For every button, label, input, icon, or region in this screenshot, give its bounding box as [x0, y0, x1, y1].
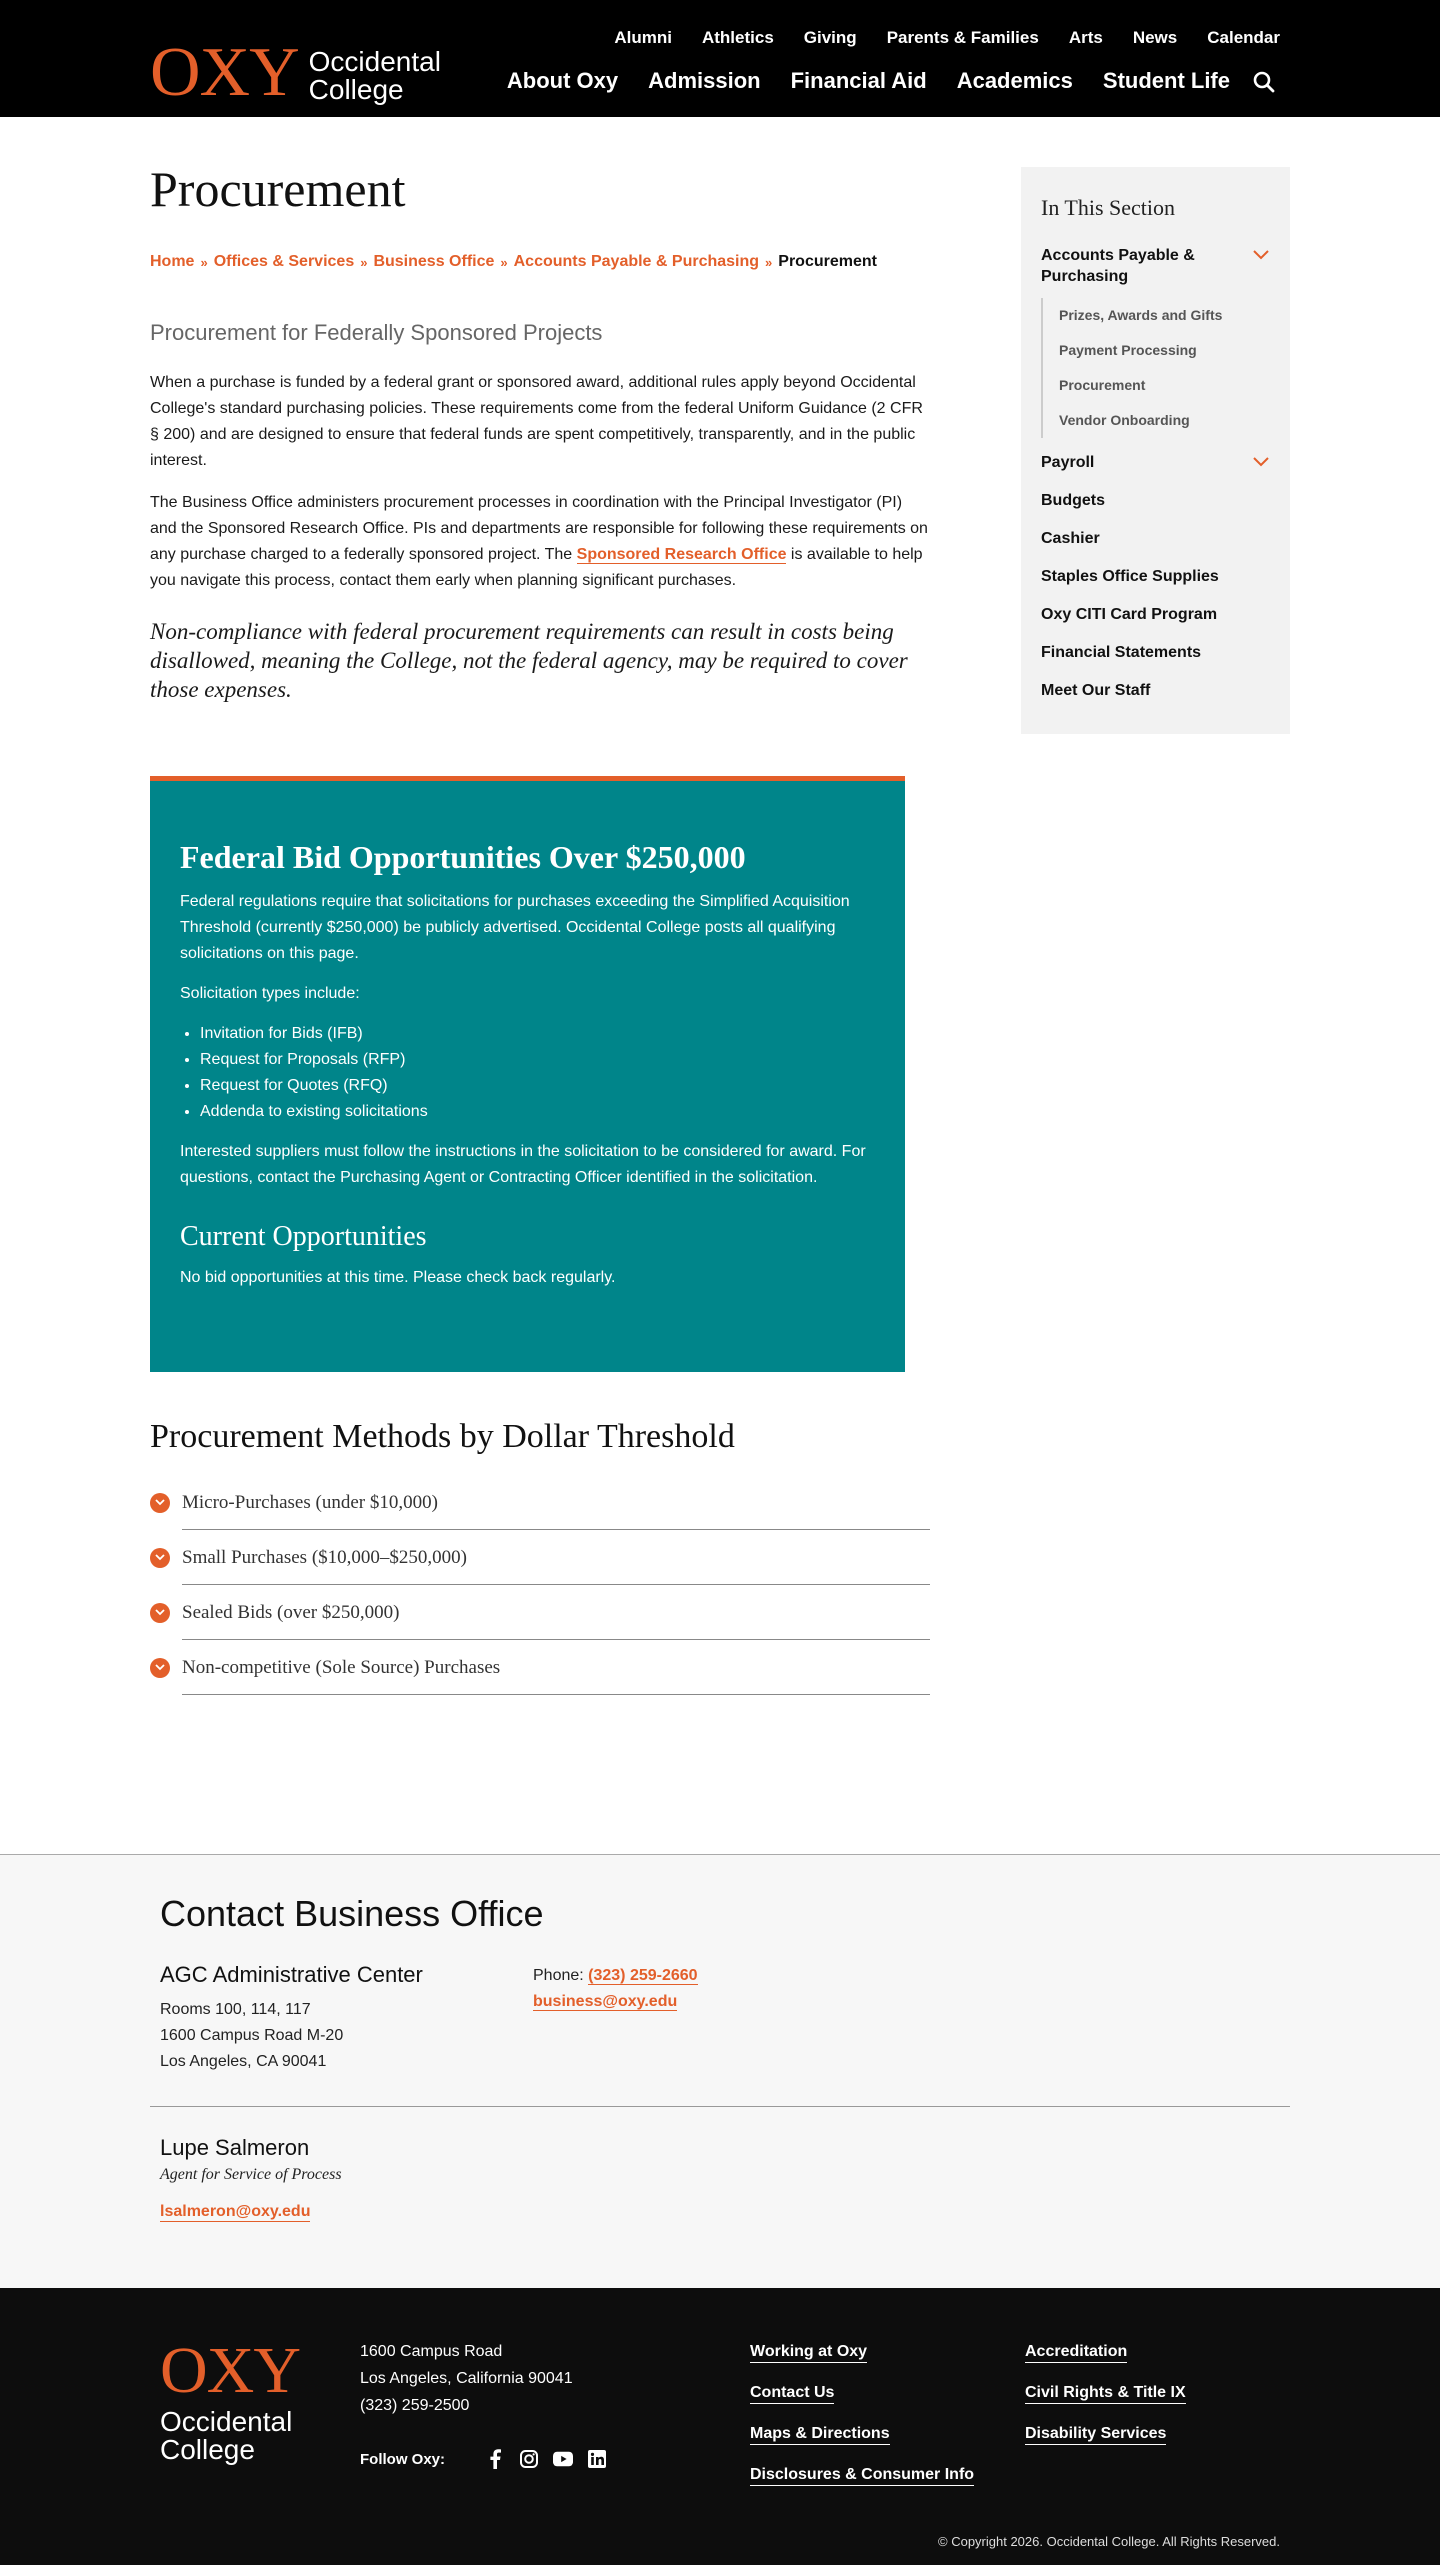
chevron-down-icon [150, 1603, 170, 1623]
phone-label: Phone: [533, 1967, 589, 1984]
center-name: AGC Administrative Center [160, 1962, 423, 1987]
footer-logo-college-line1: Occidental [160, 2406, 293, 2437]
utility-nav-parents-families[interactable]: Parents & Families [886, 28, 1039, 47]
breadcrumb-separator-icon: » [360, 254, 368, 270]
sidebar-subitem-payment-processing[interactable]: Payment Processing [1059, 342, 1197, 358]
bid-box-text-3: Interested suppliers must follow the instructions in the solicitation to be considered for award. For questions, contact the Purchasing Agent or Contracting Officer identified in the solicitation. [180, 1143, 866, 1186]
bid-box-text-2: Solicitation types include: [180, 985, 360, 1002]
sponsored-research-office-link[interactable]: Sponsored Research Office [576, 546, 787, 563]
main-nav-admission[interactable]: Admission [648, 68, 761, 93]
contact-phone-email [533, 1963, 698, 2015]
footer-logo-college [160, 2408, 300, 2464]
main-nav-financial-aid[interactable]: Financial Aid [790, 68, 927, 93]
person-name: Lupe Salmeron [160, 2135, 310, 2160]
sidebar-item-label: Staples Office Supplies [1041, 568, 1219, 585]
accordion-item-micro-purchases[interactable] [150, 1475, 930, 1530]
sidebar-item-staples[interactable] [1041, 566, 1270, 587]
logo-oxy-text: OXY [150, 34, 299, 111]
sidebar-subitem-procurement[interactable]: Procurement [1059, 377, 1146, 393]
accordion-label: Sealed Bids (over $250,000) [182, 1601, 400, 1623]
sidebar-item-cashier[interactable] [1041, 528, 1270, 549]
phone-link[interactable]: (323) 259-2660 [588, 1967, 698, 1984]
email-link[interactable]: business@oxy.edu [533, 1993, 678, 2010]
address-line: Los Angeles, CA 90041 [160, 2053, 327, 2070]
divider [182, 1694, 930, 1695]
utility-nav-alumni[interactable]: Alumni [614, 28, 672, 47]
footer-link-civil-rights[interactable]: Civil Rights & Title IX [1025, 2383, 1186, 2404]
sidebar-item-label: Meet Our Staff [1041, 682, 1151, 699]
section-sidebar [1021, 167, 1290, 734]
youtube-icon[interactable] [553, 2449, 573, 2469]
current-opportunities-heading: Current Opportunities [180, 1221, 427, 1252]
sidebar-item-label: Payroll [1041, 454, 1095, 471]
logo-college-text [309, 48, 441, 104]
accordion-item-small-purchases[interactable] [150, 1530, 930, 1585]
footer-address [360, 2338, 573, 2419]
contact-title: Contact Business Office [160, 1893, 544, 1934]
breadcrumb-separator-icon: » [200, 254, 208, 270]
utility-nav [614, 28, 1280, 48]
main-nav-about[interactable]: About Oxy [506, 68, 619, 93]
bid-box-title: Federal Bid Opportunities Over $250,000 [180, 839, 746, 875]
bid-box-text-1: Federal regulations require that solicitations for purchases exceeding the Simplified Acquisition Threshold (currently $250,000) be publicly advertised. Occidental College posts all qualifying solicitations on this page. [180, 893, 850, 962]
breadcrumb-separator-icon: » [500, 254, 508, 270]
footer-link-working-at-oxy[interactable]: Working at Oxy [750, 2342, 867, 2363]
page-title: Procurement [150, 161, 406, 217]
utility-nav-arts[interactable]: Arts [1068, 28, 1103, 47]
address-line: Rooms 100, 114, 117 [160, 2001, 311, 2018]
intro-paragraph-2 [150, 490, 930, 594]
breadcrumb [150, 253, 877, 271]
footer-links-column-2 [1025, 2342, 1186, 2445]
sidebar-subitem-vendor-onboarding[interactable]: Vendor Onboarding [1059, 412, 1190, 428]
federal-bid-box [150, 776, 905, 1372]
utility-nav-news[interactable]: News [1132, 28, 1178, 47]
site-header [0, 0, 1440, 117]
footer-link-accreditation[interactable]: Accreditation [1025, 2342, 1127, 2363]
chevron-down-icon [150, 1493, 170, 1513]
facebook-icon[interactable] [485, 2449, 505, 2469]
logo-college-line1: Occidental [308, 46, 441, 77]
copyright: © Copyright 2026. Occidental College. All Rights Reserved. [938, 2534, 1280, 2549]
contact-section [0, 1854, 1440, 2288]
compliance-pullquote: Non-compliance with federal procurement requirements can result in costs being disallowed, meaning the College, not the federal agency, may be required to cover those expenses. [150, 619, 908, 702]
instagram-icon[interactable] [519, 2449, 539, 2469]
sidebar-item-label: Financial Statements [1041, 644, 1202, 661]
address-line: Los Angeles, California 90041 [360, 2370, 573, 2387]
accordion-label: Non-competitive (Sole Source) Purchases [182, 1656, 501, 1678]
sidebar-item-financial-statements[interactable] [1041, 642, 1270, 663]
sidebar-title: In This Section [1041, 195, 1176, 220]
footer-link-disclosures[interactable]: Disclosures & Consumer Info [750, 2465, 974, 2486]
breadcrumb-current: Procurement [778, 253, 877, 270]
footer-logo-college-line2: College [160, 2434, 255, 2465]
breadcrumb-separator-icon: » [765, 254, 773, 270]
accordion-item-sole-source[interactable] [150, 1640, 930, 1695]
main-nav [507, 68, 1230, 94]
contact-address [160, 1997, 343, 2075]
address-line: 1600 Campus Road [360, 2343, 503, 2360]
chevron-down-icon [150, 1548, 170, 1568]
sidebar-subnav [1041, 298, 1270, 438]
site-footer [0, 2288, 1440, 2565]
chevron-down-icon[interactable] [1252, 456, 1270, 468]
current-opportunities-text: No bid opportunities at this time. Please check back regularly. [180, 1269, 616, 1286]
accordion-label: Micro-Purchases (under $10,000) [182, 1491, 438, 1513]
person-email-link[interactable]: lsalmeron@oxy.edu [160, 2203, 311, 2220]
utility-nav-athletics[interactable]: Athletics [701, 28, 774, 47]
person-role: Agent for Service of Process [160, 2166, 342, 2183]
sidebar-item-label: Cashier [1041, 530, 1100, 547]
footer-link-maps-directions[interactable]: Maps & Directions [750, 2424, 890, 2445]
breadcrumb-accounts-payable[interactable]: Accounts Payable & Purchasing [513, 253, 760, 270]
sidebar-item-accounts-payable[interactable] [1041, 245, 1270, 287]
social-links [360, 2449, 607, 2469]
logo-college-line2: College [308, 74, 404, 105]
sidebar-item-label: Accounts Payable & Purchasing [1041, 247, 1195, 285]
footer-phone: (323) 259-2500 [360, 2397, 470, 2414]
footer-links-column-1 [750, 2342, 974, 2486]
footer-link-contact-us[interactable]: Contact Us [750, 2383, 834, 2404]
methods-accordion [150, 1475, 930, 1695]
solicitation-types-list [180, 1021, 875, 1125]
sidebar-item-citi-card[interactable] [1041, 604, 1270, 625]
search-icon[interactable] [1252, 70, 1276, 94]
footer-logo-oxy: OXY [160, 2334, 300, 2407]
linkedin-icon[interactable] [587, 2449, 607, 2469]
chevron-down-icon [150, 1658, 170, 1678]
main-nav-academics[interactable]: Academics [956, 68, 1073, 93]
list-item: • Request for Proposals (RFP) [200, 1047, 875, 1073]
utility-nav-calendar[interactable]: Calendar [1207, 28, 1280, 47]
list-item: • Invitation for Bids (IFB) [200, 1021, 875, 1047]
methods-title: Procurement Methods by Dollar Threshold [150, 1418, 735, 1455]
utility-nav-giving[interactable]: Giving [803, 28, 857, 47]
footer-link-disability-services[interactable]: Disability Services [1025, 2424, 1166, 2445]
sidebar-item-budgets[interactable] [1041, 490, 1270, 511]
sidebar-item-payroll[interactable] [1041, 452, 1270, 473]
chevron-down-icon[interactable] [1252, 249, 1270, 261]
list-item: • Addenda to existing solicitations [200, 1099, 875, 1125]
footer-logo[interactable] [160, 2334, 300, 2465]
follow-label: Follow Oxy: [360, 2450, 446, 2468]
main-nav-student-life[interactable]: Student Life [1102, 68, 1230, 93]
divider [150, 2106, 1290, 2107]
address-line: 1600 Campus Road M-20 [160, 2027, 344, 2044]
sidebar-item-label: Budgets [1041, 492, 1105, 509]
intro-heading: Procurement for Federally Sponsored Projects [150, 320, 603, 345]
sidebar-item-label: Oxy CITI Card Program [1041, 606, 1218, 623]
intro-paragraph-1: When a purchase is funded by a federal grant or sponsored award, additional rules apply beyond Occidental College's standard purchasing policies. These requirements come from the federal Uniform Guidance (2 CFR § 200) and are designed to ensure that federal funds are spent competitively, transparently, and in the public interest. [150, 374, 923, 469]
breadcrumb-offices-services[interactable]: Offices & Services [213, 253, 355, 270]
accordion-item-sealed-bids[interactable] [150, 1585, 930, 1640]
accordion-label: Small Purchases ($10,000–$250,000) [182, 1546, 467, 1568]
list-item: • Request for Quotes (RFQ) [200, 1073, 875, 1099]
sidebar-item-meet-staff[interactable] [1041, 680, 1270, 701]
intro-paragraph-2-text-end: is available to help you navigate this process, contact them early when planning significant purchases. [150, 546, 923, 589]
intro-paragraph-2-text-start: The Business Office administers procurement processes in coordination with the Principal Investigator (PI) and the Sponsored Research Office. PIs and departments are responsible for following these requirements on any purchase charged to a federally sponsored project. The [150, 494, 928, 563]
site-logo[interactable] [150, 34, 441, 111]
breadcrumb-business-office[interactable]: Business Office [373, 253, 495, 270]
sidebar-subitem-prizes[interactable]: Prizes, Awards and Gifts [1059, 307, 1223, 323]
breadcrumb-home[interactable]: Home [150, 253, 195, 270]
